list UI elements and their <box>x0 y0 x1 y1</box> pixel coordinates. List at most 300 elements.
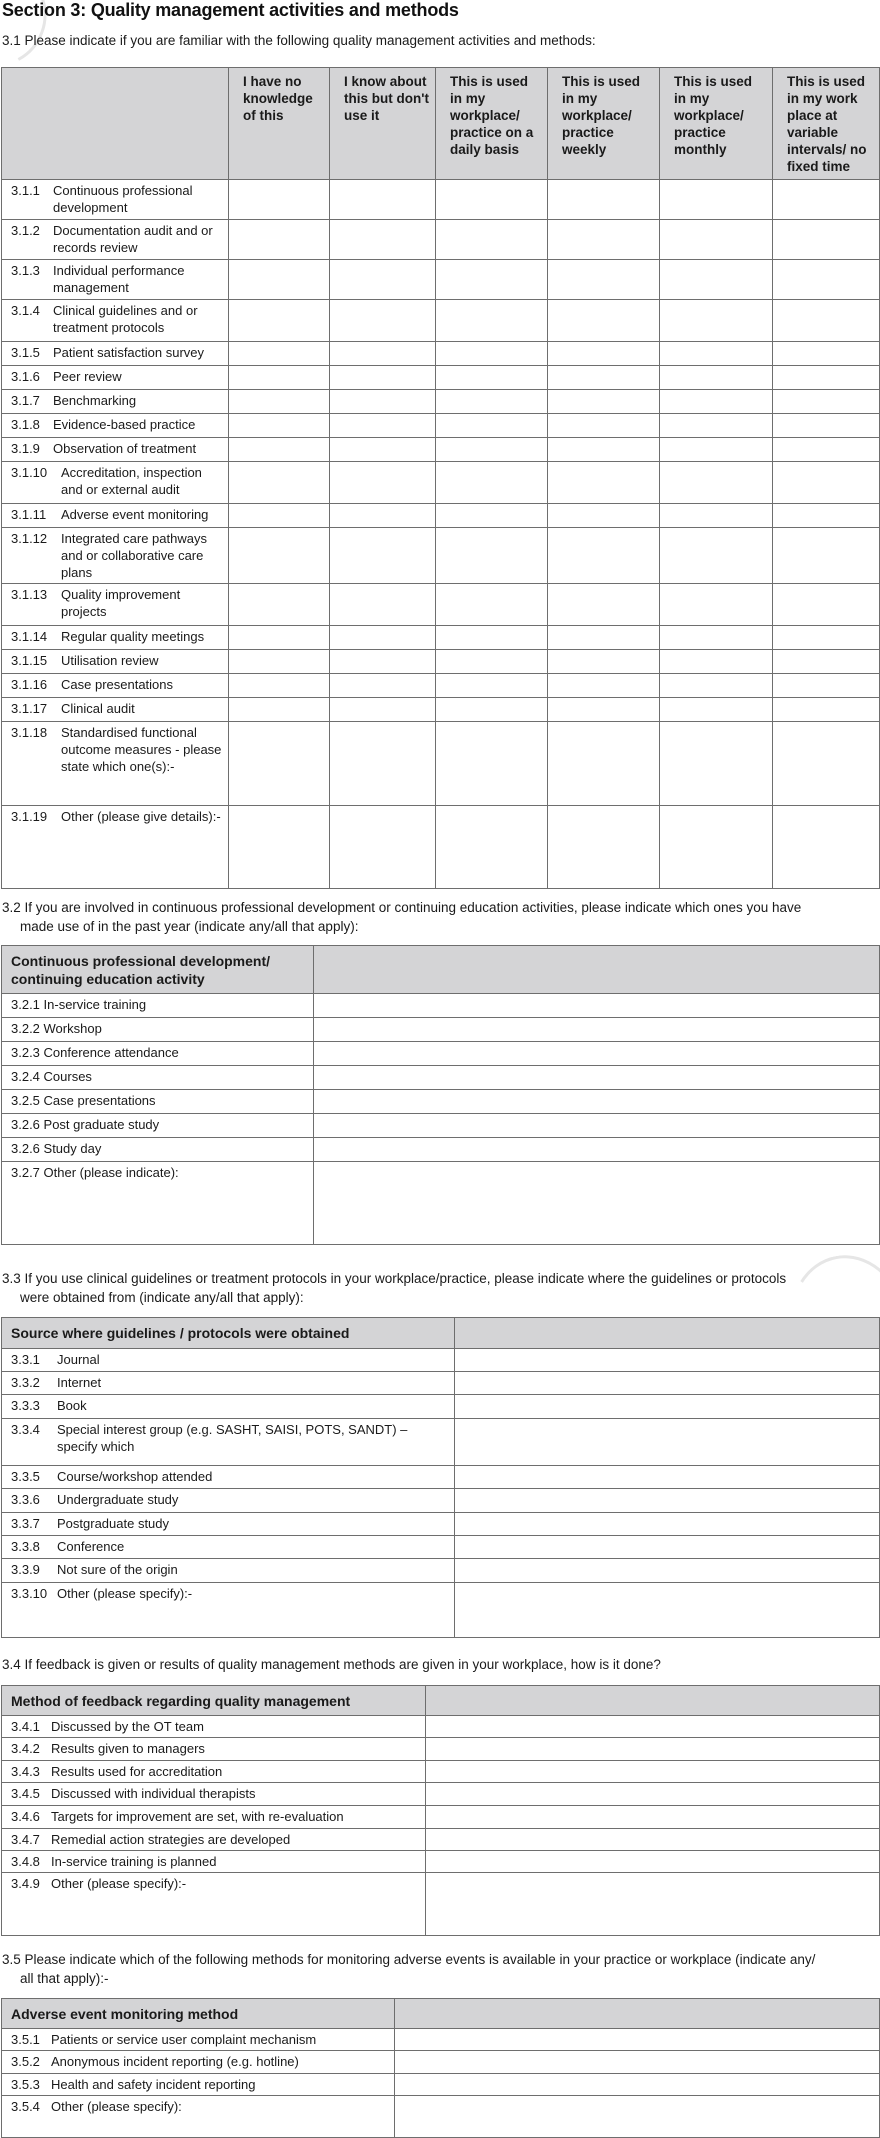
row-label-cell <box>2 2074 395 2096</box>
row-label <box>2 1395 454 1416</box>
row-label <box>2 1783 425 1804</box>
row-label <box>2 626 228 647</box>
answer-cell[interactable] <box>455 1419 880 1466</box>
answer-cell[interactable] <box>773 650 880 674</box>
row-text: Evidence-based practice <box>53 417 196 432</box>
table-row <box>2 1716 880 1738</box>
table-row <box>2 674 880 698</box>
answer-cell[interactable] <box>426 1738 880 1761</box>
table-3-3 <box>1 1317 880 1638</box>
table-row <box>2 504 880 528</box>
answer-cell[interactable] <box>229 626 330 650</box>
row-label-cell <box>2 1372 455 1395</box>
answer-cell[interactable] <box>330 806 436 889</box>
row-text: Adverse event monitoring <box>61 507 209 522</box>
answer-cell[interactable] <box>314 1066 880 1090</box>
answer-cell[interactable] <box>660 698 773 722</box>
table-row <box>2 1162 880 1245</box>
answer-cell[interactable] <box>330 220 436 260</box>
question-3-1-prompt: 3.1 Please indicate if you are familiar with the following quality management activities and methods: <box>2 33 596 48</box>
answer-cell[interactable] <box>229 342 330 366</box>
table-row <box>2 342 880 366</box>
answer-cell[interactable] <box>395 2074 880 2096</box>
answer-cell[interactable] <box>330 438 436 462</box>
answer-cell[interactable] <box>436 342 548 366</box>
answer-cell[interactable] <box>773 584 880 626</box>
table-row <box>2 220 880 260</box>
row-label-cell <box>2 1419 455 1466</box>
answer-cell[interactable] <box>773 626 880 650</box>
answer-cell[interactable] <box>229 300 330 342</box>
answer-cell[interactable] <box>548 462 660 504</box>
answer-cell[interactable] <box>660 504 773 528</box>
answer-cell[interactable] <box>548 650 660 674</box>
answer-cell[interactable] <box>436 528 548 584</box>
answer-cell[interactable] <box>314 1162 880 1245</box>
table-row <box>2 2051 880 2074</box>
row-text: Patients or service user complaint mechanism <box>51 2032 317 2047</box>
answer-cell[interactable] <box>395 2051 880 2074</box>
row-text: Book <box>57 1398 87 1413</box>
answer-cell[interactable] <box>436 806 548 889</box>
answer-cell[interactable] <box>330 366 436 390</box>
answer-cell[interactable] <box>548 584 660 626</box>
row-number: 3.1.3 <box>11 263 40 278</box>
table-row <box>2 1419 880 1466</box>
row-label-cell <box>2 1349 455 1372</box>
answer-cell[interactable] <box>436 220 548 260</box>
table-row <box>2 698 880 722</box>
header-blank <box>426 1686 880 1716</box>
answer-cell[interactable] <box>229 414 330 438</box>
row-number: 3.3.8 <box>11 1539 40 1554</box>
row-label <box>2 584 228 622</box>
table-row <box>2 1018 880 1042</box>
answer-cell[interactable] <box>455 1466 880 1489</box>
answer-cell[interactable] <box>773 722 880 806</box>
row-text: In-service training is planned <box>51 1854 217 1869</box>
answer-cell[interactable] <box>436 390 548 414</box>
answer-cell[interactable] <box>773 414 880 438</box>
table-3-1 <box>1 67 880 889</box>
header-blank <box>395 1999 880 2029</box>
answer-cell[interactable] <box>455 1489 880 1513</box>
row-text: Journal <box>57 1352 100 1367</box>
row-number: 3.3.7 <box>11 1516 40 1531</box>
prompt-line: made use of in the past year (indicate any/all that apply): <box>20 919 359 934</box>
answer-cell[interactable] <box>314 1114 880 1138</box>
answer-cell[interactable] <box>314 1042 880 1066</box>
row-text: Accreditation, inspection and or external audit <box>61 465 202 497</box>
answer-cell[interactable] <box>773 342 880 366</box>
row-label <box>2 220 228 258</box>
answer-cell[interactable] <box>660 584 773 626</box>
row-number: 3.4.2 <box>11 1741 40 1756</box>
answer-cell[interactable] <box>773 300 880 342</box>
answer-cell[interactable] <box>229 220 330 260</box>
answer-cell[interactable] <box>773 462 880 504</box>
row-label-cell <box>2 1489 455 1513</box>
answer-cell[interactable] <box>330 626 436 650</box>
row-label: 3.2.6 Post graduate study <box>11 1117 160 1132</box>
row-label-cell <box>2 300 229 342</box>
row-text: Other (please specify):- <box>57 1586 193 1601</box>
row-label-cell <box>2 1114 314 1138</box>
row-number: 3.1.16 <box>11 677 48 692</box>
row-text: Conference <box>57 1539 125 1554</box>
answer-cell[interactable] <box>330 462 436 504</box>
answer-cell[interactable] <box>548 674 660 698</box>
answer-cell[interactable] <box>660 626 773 650</box>
row-label-cell <box>2 220 229 260</box>
answer-cell[interactable] <box>660 260 773 300</box>
row-number: 3.3.2 <box>11 1375 40 1390</box>
answer-cell[interactable] <box>436 626 548 650</box>
answer-cell[interactable] <box>548 438 660 462</box>
answer-cell[interactable] <box>773 390 880 414</box>
answer-cell[interactable] <box>548 722 660 806</box>
row-label-cell <box>2 390 229 414</box>
answer-cell[interactable] <box>548 390 660 414</box>
answer-cell[interactable] <box>330 504 436 528</box>
answer-cell[interactable] <box>436 438 548 462</box>
row-number: 3.4.5 <box>11 1786 40 1801</box>
answer-cell[interactable] <box>773 674 880 698</box>
row-number: 3.1.2 <box>11 223 40 238</box>
row-text: Internet <box>57 1375 102 1390</box>
row-label-cell <box>2 1090 314 1114</box>
row-label <box>2 2051 394 2072</box>
row-label-cell <box>2 342 229 366</box>
answer-cell[interactable] <box>436 414 548 438</box>
row-label <box>2 390 228 411</box>
answer-cell[interactable] <box>330 674 436 698</box>
answer-cell[interactable] <box>330 260 436 300</box>
row-number: 3.3.10 <box>11 1586 48 1601</box>
answer-cell[interactable] <box>229 260 330 300</box>
answer-cell[interactable] <box>229 366 330 390</box>
question-3-4-prompt: 3.4 If feedback is given or results of quality management methods are given in your workplace, how is it done? <box>2 1657 661 1672</box>
answer-cell[interactable] <box>229 584 330 626</box>
answer-cell[interactable] <box>330 342 436 366</box>
answer-cell[interactable] <box>773 220 880 260</box>
answer-cell[interactable] <box>548 528 660 584</box>
answer-cell[interactable] <box>660 180 773 220</box>
row-label-cell <box>2 260 229 300</box>
prompt-line: all that apply):- <box>20 1971 109 1986</box>
table-row <box>2 2074 880 2096</box>
row-number: 3.5.2 <box>11 2054 40 2069</box>
answer-cell[interactable] <box>395 2029 880 2051</box>
answer-cell[interactable] <box>330 414 436 438</box>
row-text: Undergraduate study <box>57 1492 179 1507</box>
answer-cell[interactable] <box>548 366 660 390</box>
row-label: 3.2.7 Other (please indicate): <box>11 1165 179 1180</box>
column-header: This is used in my work place at variable intervals/ no fixed time <box>773 68 880 180</box>
row-label-cell <box>2 1783 426 1806</box>
answer-cell[interactable] <box>548 504 660 528</box>
answer-cell[interactable] <box>330 722 436 806</box>
row-number: 3.1.5 <box>11 345 40 360</box>
table-row <box>2 1395 880 1419</box>
answer-cell[interactable] <box>548 698 660 722</box>
answer-cell[interactable] <box>330 180 436 220</box>
answer-cell[interactable] <box>436 180 548 220</box>
table-row <box>2 1489 880 1513</box>
answer-cell[interactable] <box>660 390 773 414</box>
answer-cell[interactable] <box>436 584 548 626</box>
row-number: 3.4.1 <box>11 1719 40 1734</box>
row-label <box>2 180 228 218</box>
row-text: Results given to managers <box>51 1741 205 1756</box>
answer-cell[interactable] <box>660 528 773 584</box>
answer-cell[interactable] <box>229 462 330 504</box>
row-label <box>2 2096 394 2117</box>
table-row <box>2 650 880 674</box>
row-text: Anonymous incident reporting (e.g. hotline) <box>51 2054 299 2069</box>
answer-cell[interactable] <box>436 504 548 528</box>
section-title: Section 3: Quality management activities and methods <box>2 0 459 20</box>
row-label <box>2 1513 454 1534</box>
answer-cell[interactable] <box>426 1851 880 1873</box>
answer-cell[interactable] <box>660 220 773 260</box>
row-label-cell <box>2 1873 426 1936</box>
row-label <box>2 1716 425 1737</box>
row-text: Standardised functional outcome measures - please state which one(s):- <box>61 725 222 774</box>
prompt-line: 3.2 If you are involved in continuous professional development or continuing education activities, please indicate which ones you have <box>2 900 802 915</box>
answer-cell[interactable] <box>436 260 548 300</box>
row-label <box>2 1466 454 1487</box>
answer-cell[interactable] <box>229 180 330 220</box>
table-row <box>2 1066 880 1090</box>
answer-cell[interactable] <box>773 698 880 722</box>
answer-cell[interactable] <box>660 462 773 504</box>
answer-cell[interactable] <box>426 1873 880 1936</box>
answer-cell[interactable] <box>455 1559 880 1583</box>
prompt-line: 3.3 If you use clinical guidelines or treatment protocols in your workplace/practice, please indicate where the guidelines or protocols <box>2 1271 787 1286</box>
row-number: 3.1.14 <box>11 629 48 644</box>
row-number: 3.3.3 <box>11 1398 40 1413</box>
row-label-cell <box>2 504 229 528</box>
answer-cell[interactable] <box>229 528 330 584</box>
row-text: Continuous professional development <box>53 183 193 215</box>
table-row <box>2 438 880 462</box>
answer-cell[interactable] <box>330 528 436 584</box>
answer-cell[interactable] <box>436 300 548 342</box>
answer-cell[interactable] <box>314 1090 880 1114</box>
answer-cell[interactable] <box>436 650 548 674</box>
answer-cell[interactable] <box>773 528 880 584</box>
answer-cell[interactable] <box>660 438 773 462</box>
answer-cell[interactable] <box>548 300 660 342</box>
row-label-cell <box>2 674 229 698</box>
row-label-cell <box>2 1513 455 1536</box>
row-label <box>2 504 228 525</box>
table-3-4 <box>1 1685 880 1936</box>
answer-cell[interactable] <box>426 1716 880 1738</box>
answer-cell[interactable] <box>773 260 880 300</box>
row-text: Regular quality meetings <box>61 629 205 644</box>
answer-cell[interactable] <box>548 626 660 650</box>
row-label <box>2 1349 454 1370</box>
row-number: 3.3.4 <box>11 1422 40 1437</box>
table-row <box>2 584 880 626</box>
table-row <box>2 1738 880 1761</box>
answer-cell[interactable] <box>229 504 330 528</box>
answer-cell[interactable] <box>660 342 773 366</box>
row-label-cell <box>2 1138 314 1162</box>
answer-cell[interactable] <box>660 722 773 806</box>
answer-cell[interactable] <box>455 1395 880 1419</box>
answer-cell[interactable] <box>660 674 773 698</box>
row-label-cell <box>2 1018 314 1042</box>
answer-cell[interactable] <box>436 462 548 504</box>
answer-cell[interactable] <box>330 390 436 414</box>
row-label <box>2 414 228 435</box>
row-label-cell <box>2 438 229 462</box>
row-label <box>2 1873 425 1894</box>
row-text: Not sure of the origin <box>57 1562 178 1577</box>
row-label <box>2 674 228 695</box>
row-label <box>2 1372 454 1393</box>
answer-cell[interactable] <box>548 180 660 220</box>
row-label <box>2 528 228 583</box>
answer-cell[interactable] <box>314 994 880 1018</box>
row-number: 3.3.9 <box>11 1562 40 1577</box>
answer-cell[interactable] <box>660 650 773 674</box>
table-row <box>2 366 880 390</box>
answer-cell[interactable] <box>773 806 880 889</box>
answer-cell[interactable] <box>436 366 548 390</box>
table-row <box>2 1466 880 1489</box>
row-number: 3.1.12 <box>11 531 48 546</box>
answer-cell[interactable] <box>330 698 436 722</box>
row-number: 3.1.18 <box>11 725 48 740</box>
answer-cell[interactable] <box>455 1372 880 1395</box>
row-label: 3.2.3 Conference attendance <box>11 1045 179 1060</box>
table-row <box>2 1806 880 1829</box>
answer-cell[interactable] <box>229 438 330 462</box>
answer-cell[interactable] <box>229 390 330 414</box>
answer-cell[interactable] <box>436 674 548 698</box>
answer-cell[interactable] <box>455 1349 880 1372</box>
answer-cell[interactable] <box>426 1806 880 1829</box>
table-row <box>2 260 880 300</box>
answer-cell[interactable] <box>660 366 773 390</box>
answer-cell[interactable] <box>229 722 330 806</box>
answer-cell[interactable] <box>330 584 436 626</box>
table-row <box>2 626 880 650</box>
header-blank <box>455 1318 880 1349</box>
row-label-cell <box>2 414 229 438</box>
row-label <box>2 650 228 671</box>
row-label-cell <box>2 994 314 1018</box>
answer-cell[interactable] <box>773 366 880 390</box>
answer-cell[interactable] <box>426 1829 880 1851</box>
row-number: 3.1.17 <box>11 701 48 716</box>
row-text: Clinical audit <box>61 701 135 716</box>
table-header: Source where guidelines / protocols were obtained <box>2 1318 455 1349</box>
table-row <box>2 1042 880 1066</box>
question-3-2-prompt <box>2 898 878 936</box>
answer-cell[interactable] <box>548 260 660 300</box>
row-label <box>2 1419 454 1457</box>
row-label-cell <box>2 1851 426 1873</box>
row-text: Targets for improvement are set, with re-evaluation <box>51 1809 344 1824</box>
question-3-3-prompt <box>2 1269 878 1307</box>
row-label-cell <box>2 584 229 626</box>
table-row <box>2 1583 880 1638</box>
table-row <box>2 1349 880 1372</box>
row-label <box>2 806 228 827</box>
answer-cell[interactable] <box>455 1513 880 1536</box>
answer-cell[interactable] <box>314 1018 880 1042</box>
row-label <box>2 300 228 338</box>
table-row <box>2 528 880 584</box>
row-number: 3.3.6 <box>11 1492 40 1507</box>
answer-cell[interactable] <box>436 722 548 806</box>
row-text: Discussed by the OT team <box>51 1719 204 1734</box>
table-row <box>2 2096 880 2138</box>
answer-cell[interactable] <box>436 698 548 722</box>
table-row <box>2 414 880 438</box>
row-text: Case presentations <box>61 677 174 692</box>
row-number: 3.4.6 <box>11 1809 40 1824</box>
row-label-cell <box>2 650 229 674</box>
answer-cell[interactable] <box>229 806 330 889</box>
row-text: Other (please specify): <box>51 2099 182 2114</box>
answer-cell[interactable] <box>330 650 436 674</box>
answer-cell[interactable] <box>455 1536 880 1559</box>
answer-cell[interactable] <box>229 698 330 722</box>
answer-cell[interactable] <box>548 342 660 366</box>
row-text: Discussed with individual therapists <box>51 1786 256 1801</box>
answer-cell[interactable] <box>455 1583 880 1638</box>
answer-cell[interactable] <box>660 300 773 342</box>
row-number: 3.3.1 <box>11 1352 40 1367</box>
row-label: 3.2.5 Case presentations <box>11 1093 156 1108</box>
row-number: 3.1.13 <box>11 587 48 602</box>
row-label-cell <box>2 1738 426 1761</box>
table-3-2 <box>1 945 880 1245</box>
row-text: Health and safety incident reporting <box>51 2077 256 2092</box>
answer-cell[interactable] <box>229 650 330 674</box>
row-label <box>2 1806 425 1827</box>
answer-cell[interactable] <box>229 674 330 698</box>
row-number: 3.1.9 <box>11 441 40 456</box>
answer-cell[interactable] <box>330 300 436 342</box>
answer-cell[interactable] <box>548 414 660 438</box>
row-label-cell <box>2 1761 426 1783</box>
answer-cell[interactable] <box>660 806 773 889</box>
answer-cell[interactable] <box>773 180 880 220</box>
answer-cell[interactable] <box>426 1761 880 1783</box>
answer-cell[interactable] <box>660 414 773 438</box>
answer-cell[interactable] <box>314 1138 880 1162</box>
answer-cell[interactable] <box>548 806 660 889</box>
row-label-cell <box>2 1395 455 1419</box>
row-label-cell <box>2 1716 426 1738</box>
row-number: 3.1.7 <box>11 393 40 408</box>
row-label <box>2 2074 394 2095</box>
answer-cell[interactable] <box>773 438 880 462</box>
table-row <box>2 1513 880 1536</box>
answer-cell[interactable] <box>548 220 660 260</box>
answer-cell[interactable] <box>395 2096 880 2138</box>
answer-cell[interactable] <box>426 1783 880 1806</box>
answer-cell[interactable] <box>773 504 880 528</box>
column-header: This is used in my workplace/ practice weekly <box>548 68 660 180</box>
